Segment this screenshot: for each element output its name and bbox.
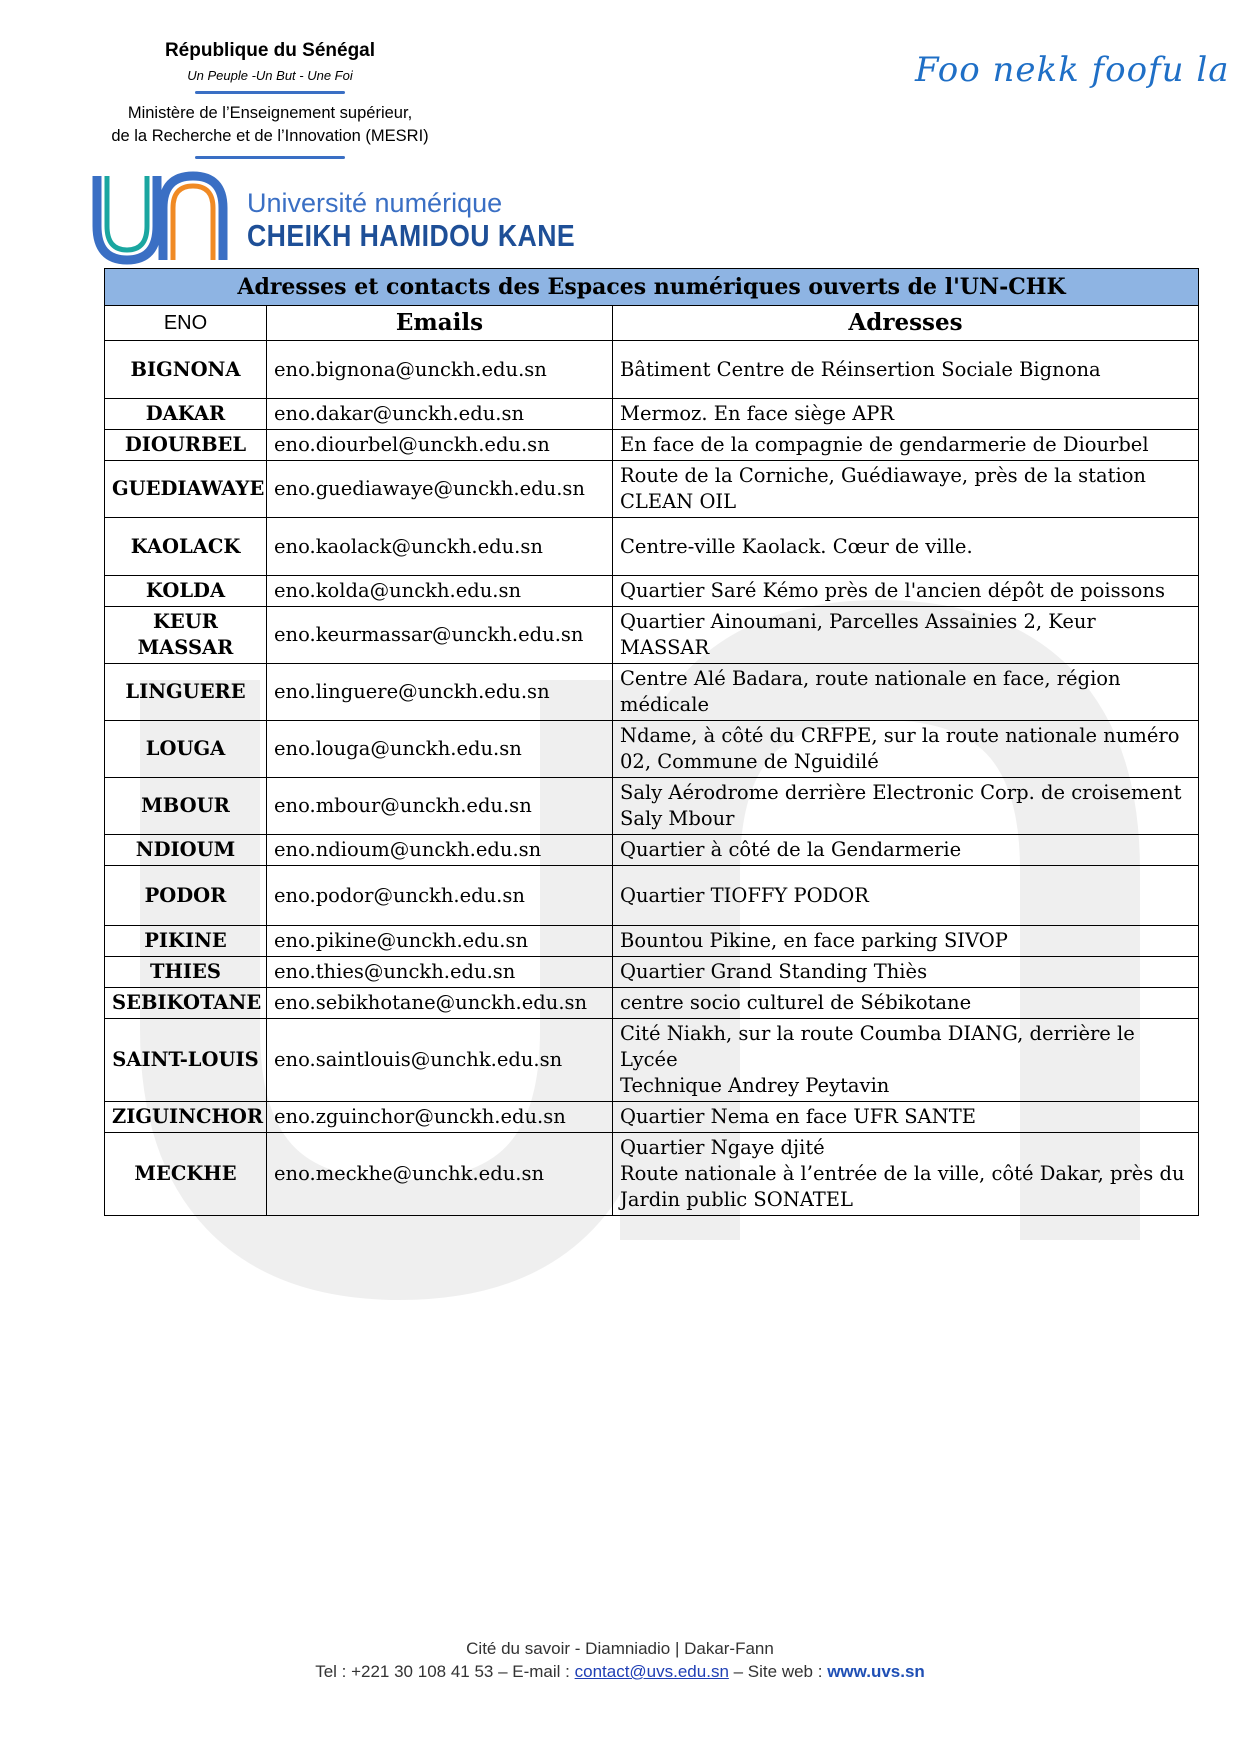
footer — [0, 1637, 1240, 1683]
table-row — [105, 835, 1199, 866]
table-row — [105, 957, 1199, 988]
ministry-line-2: de la Recherche et de l’Innovation (MESRI) — [111, 127, 429, 145]
address-line: Cité Niakh, sur la route Coumba DIANG, derrière le Lycée — [620, 1022, 1135, 1071]
cell-address — [613, 1133, 1199, 1216]
address-line: Quartier Ainoumani, Parcelles Assainies 2, Keur MASSAR — [620, 610, 1096, 659]
cell-email[interactable]: eno.saintlouis@unchk.edu.sn — [267, 1019, 613, 1102]
divider — [195, 91, 345, 94]
eno-name-line: SEBIKOTANE — [112, 991, 262, 1014]
table-row — [105, 664, 1199, 721]
cell-address — [613, 341, 1199, 399]
cell-eno — [105, 430, 267, 461]
cell-eno — [105, 576, 267, 607]
cell-eno — [105, 1102, 267, 1133]
cell-email[interactable]: eno.ndioum@unckh.edu.sn — [267, 835, 613, 866]
cell-email[interactable]: eno.diourbel@unckh.edu.sn — [267, 430, 613, 461]
address-line: Quartier Grand Standing Thiès — [620, 960, 928, 983]
eno-name-line: DIOURBEL — [124, 433, 247, 456]
address-line: CLEAN OIL — [620, 490, 737, 513]
eno-name-line: MBOUR — [141, 794, 230, 817]
table-row — [105, 1133, 1199, 1216]
footer-website-link[interactable]: www.uvs.sn — [827, 1662, 925, 1681]
divider — [195, 156, 345, 159]
address-line: En face de la compagnie de gendarmerie de Diourbel — [620, 433, 1149, 456]
cell-email[interactable]: eno.pikine@unckh.edu.sn — [267, 926, 613, 957]
cell-eno — [105, 1133, 267, 1216]
column-header-eno: ENO — [105, 306, 267, 341]
cell-address — [613, 721, 1199, 778]
table-row — [105, 461, 1199, 518]
cell-eno — [105, 957, 267, 988]
address-line: médicale — [620, 693, 710, 716]
address-line: 02, Commune de Nguidilé — [620, 750, 879, 773]
table-row — [105, 518, 1199, 576]
address-line: Mermoz. En face siège APR — [620, 402, 895, 425]
table-title: Adresses et contacts des Espaces numériques ouverts de l'UN-CHK — [105, 269, 1199, 306]
table-row — [105, 866, 1199, 926]
eno-name-line: GUEDIAWAYE — [112, 477, 265, 500]
address-line: Route nationale à l’entrée de la ville, côté Dakar, près du — [620, 1162, 1185, 1185]
eno-name-line: PIKINE — [144, 929, 227, 952]
table-row — [105, 721, 1199, 778]
cell-eno — [105, 926, 267, 957]
cell-eno — [105, 518, 267, 576]
logo-text-university: Université numérique — [247, 188, 503, 218]
cell-eno — [105, 778, 267, 835]
cell-email[interactable]: eno.linguere@unckh.edu.sn — [267, 664, 613, 721]
cell-address — [613, 518, 1199, 576]
unchk-logo-icon — [85, 168, 235, 268]
address-line: Quartier à côté de la Gendarmerie — [620, 838, 962, 861]
eno-name-line: ZIGUINCHOR — [112, 1105, 264, 1128]
cell-email[interactable]: eno.meckhe@unchk.edu.sn — [267, 1133, 613, 1216]
cell-eno — [105, 399, 267, 430]
cell-eno — [105, 866, 267, 926]
cell-address — [613, 988, 1199, 1019]
cell-email[interactable]: eno.sebikhotane@unckh.edu.sn — [267, 988, 613, 1019]
eno-contacts-table — [104, 268, 1199, 1216]
footer-contact-line — [0, 1660, 1240, 1683]
table-body — [105, 341, 1199, 1216]
address-line: centre socio culturel de Sébikotane — [620, 991, 972, 1014]
cell-address — [613, 461, 1199, 518]
cell-eno — [105, 988, 267, 1019]
logo-text-name: CHEIKH HAMIDOU KANE — [247, 218, 576, 253]
cell-eno — [105, 664, 267, 721]
ministry-line-1: Ministère de l’Enseignement supérieur, — [127, 104, 413, 122]
cell-email[interactable]: eno.louga@unckh.edu.sn — [267, 721, 613, 778]
country-name: République du Sénégal — [164, 40, 376, 61]
eno-name-line: MASSAR — [137, 636, 234, 659]
table-row — [105, 988, 1199, 1019]
table-row — [105, 1102, 1199, 1133]
address-line: Bâtiment Centre de Réinsertion Sociale Bignona — [620, 357, 1101, 381]
cell-address — [613, 607, 1199, 664]
address-line: Bountou Pikine, en face parking SIVOP — [620, 929, 1008, 952]
table-row — [105, 430, 1199, 461]
address-line: Centre Alé Badara, route nationale en face, région — [620, 667, 1121, 690]
eno-name-line: DAKAR — [145, 402, 226, 425]
cell-email[interactable]: eno.podor@unckh.edu.sn — [267, 866, 613, 926]
eno-name-line: KAOLACK — [130, 534, 241, 558]
address-line: Quartier Saré Kémo près de l'ancien dépôt de poissons — [620, 579, 1165, 602]
cell-email[interactable]: eno.kolda@unckh.edu.sn — [267, 576, 613, 607]
cell-email[interactable]: eno.bignona@unckh.edu.sn — [267, 341, 613, 399]
eno-name-line: SAINT-LOUIS — [112, 1048, 259, 1071]
cell-eno — [105, 461, 267, 518]
cell-address — [613, 576, 1199, 607]
cell-eno — [105, 341, 267, 399]
table-row — [105, 341, 1199, 399]
cell-email[interactable]: eno.dakar@unckh.edu.sn — [267, 399, 613, 430]
column-header-emails: Emails — [267, 306, 613, 341]
address-line: Centre-ville Kaolack. Cœur de ville. — [620, 534, 973, 558]
address-line: Ndame, à côté du CRFPE, sur la route nationale numéro — [620, 724, 1180, 747]
table-row — [105, 1019, 1199, 1102]
cell-eno — [105, 1019, 267, 1102]
eno-name-line: PODOR — [144, 883, 227, 907]
ministry-name — [60, 102, 480, 148]
cell-address — [613, 664, 1199, 721]
cell-email[interactable]: eno.zguinchor@unckh.edu.sn — [267, 1102, 613, 1133]
footer-site-label: – Site web : — [728, 1662, 828, 1681]
cell-address — [613, 835, 1199, 866]
footer-email-link[interactable]: contact@uvs.edu.sn — [574, 1662, 729, 1681]
address-line: Quartier TIOFFY PODOR — [620, 883, 869, 907]
cell-email[interactable]: eno.mbour@unckh.edu.sn — [267, 778, 613, 835]
cell-address — [613, 430, 1199, 461]
table-row — [105, 576, 1199, 607]
cell-address — [613, 926, 1199, 957]
table-row — [105, 607, 1199, 664]
address-line: Saly Mbour — [620, 807, 735, 830]
eno-name-line: LINGUERE — [125, 680, 246, 703]
address-line: Quartier Ngaye djité — [620, 1136, 825, 1159]
cell-address — [613, 1102, 1199, 1133]
address-line: Quartier Nema en face UFR SANTE — [620, 1105, 976, 1128]
cell-address — [613, 1019, 1199, 1102]
eno-name-line: MECKHE — [134, 1162, 237, 1185]
cell-address — [613, 866, 1199, 926]
cell-email[interactable]: eno.thies@unckh.edu.sn — [267, 957, 613, 988]
footer-address: Cité du savoir - Diamniadio | Dakar-Fann — [466, 1639, 774, 1658]
address-line: Route de la Corniche, Guédiawaye, près de la station — [620, 464, 1146, 487]
table-row — [105, 926, 1199, 957]
cell-address — [613, 957, 1199, 988]
address-line: Jardin public SONATEL — [620, 1188, 853, 1211]
eno-name-line: NDIOUM — [135, 838, 236, 861]
table-row — [105, 399, 1199, 430]
eno-name-line: LOUGA — [145, 737, 226, 760]
eno-name-line: THIES — [149, 960, 221, 983]
slogan: Foo nekk foofu la — [915, 50, 1230, 90]
cell-address — [613, 778, 1199, 835]
eno-name-line: KEUR — [152, 610, 219, 633]
table-row — [105, 778, 1199, 835]
address-line: Saly Aérodrome derrière Electronic Corp. de croisement — [620, 781, 1182, 804]
cell-email[interactable]: eno.kaolack@unckh.edu.sn — [267, 518, 613, 576]
national-motto: Un Peuple -Un But - Une Foi — [187, 68, 353, 83]
column-header-addresses: Adresses — [613, 306, 1199, 341]
cell-address — [613, 399, 1199, 430]
cell-email[interactable]: eno.keurmassar@unckh.edu.sn — [267, 607, 613, 664]
government-header — [60, 40, 480, 159]
cell-email[interactable]: eno.guediawaye@unckh.edu.sn — [267, 461, 613, 518]
eno-name-line: KOLDA — [145, 579, 226, 602]
footer-tel: Tel : +221 30 108 41 53 – E-mail : — [315, 1662, 575, 1681]
address-line: Technique Andrey Peytavin — [620, 1074, 890, 1097]
cell-eno — [105, 835, 267, 866]
eno-name-line: BIGNONA — [130, 357, 241, 381]
cell-eno — [105, 721, 267, 778]
cell-eno — [105, 607, 267, 664]
